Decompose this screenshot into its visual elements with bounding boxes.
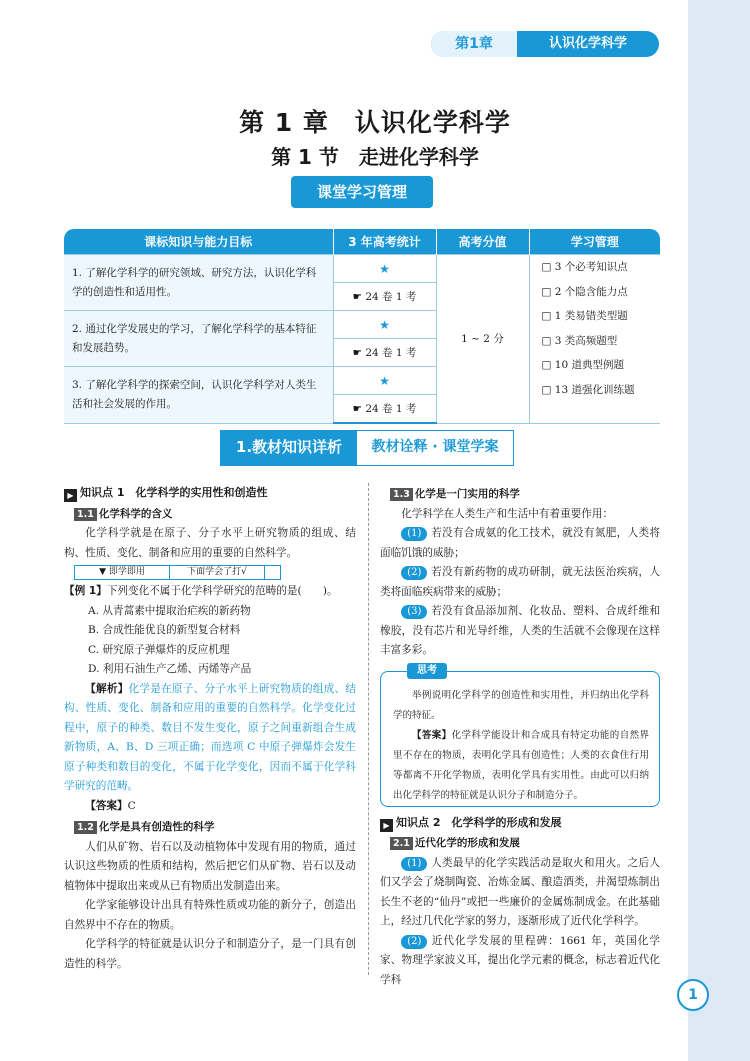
chapter-name-tab: 认识化学科学 [548, 36, 627, 51]
think-box [380, 664, 660, 807]
item-number-pill: (3) [401, 605, 427, 619]
numbered-paragraph [380, 563, 660, 602]
option-a: A. 从青蒿素中提取治疟疾的新药物 [88, 604, 251, 617]
goals-table [64, 229, 660, 424]
col-header-score: 高考分值 [436, 229, 529, 255]
goal-cell: 3. 了解化学科学的探索空间，认识化学科学对人类生活和社会发展的作用。 [64, 367, 333, 424]
item-text: 若没有合成氨的化工技术，就没有氮肥，人类将面临饥饿的威胁； [380, 527, 661, 559]
answer-text: C [127, 799, 136, 812]
example-text: 下列变化不属于化学科学研究的范畴的是( )。 [106, 585, 338, 597]
left-column [64, 483, 356, 974]
stat-star [333, 367, 436, 395]
item-number-pill: (1) [401, 527, 427, 541]
numbered-paragraph [380, 602, 660, 661]
goals-table-header [64, 229, 660, 255]
item-number-pill: (1) [401, 857, 427, 871]
subsection-number: 2.1 [390, 837, 413, 850]
paragraph: 人们从矿物、岩石以及动植物体中发现有用的物质，通过认识这些物质的性质和结构，然后把它们从矿物、岩石以及动植物体中提取出来或从已有物质出发制造出来。 [64, 840, 356, 892]
page-number: 1 [677, 979, 709, 1011]
management-item: □ 2 个隐含能力点 [541, 285, 628, 298]
management-item: □ 13 道强化训练题 [541, 383, 635, 396]
analysis-block [64, 680, 356, 797]
practice-checkbox-label: 下面学会了打√ [170, 565, 265, 580]
star-icon: ★ [379, 261, 390, 276]
practice-checkbox[interactable] [265, 565, 281, 580]
subsection-2-1-heading [380, 834, 660, 854]
subsection-title: 化学是一门实用的科学 [414, 488, 520, 500]
knowledge-point-2-title: 知识点 2 化学科学的形成和发展 [396, 815, 562, 829]
subsection-title: 近代化学的形成和发展 [414, 837, 520, 849]
think-answer [393, 726, 649, 806]
stat-star [333, 255, 436, 283]
right-column [380, 483, 660, 990]
management-cell [529, 255, 660, 424]
col-header-stats: 3 年高考统计 [333, 229, 436, 255]
paragraph: 化学科学就是在原子、分子水平上研究物质的组成、结构、性质、变化、制备和应用的重要的自然科学。 [64, 527, 356, 559]
subsection-1-3-heading [380, 485, 660, 505]
star-icon: ★ [379, 317, 390, 332]
analysis-label: 【解析】 [85, 682, 129, 695]
chapter-title: 第 1 章 认识化学科学 [239, 108, 511, 137]
banner-label: 1.教材知识详析 [221, 431, 357, 465]
paragraph: 化学家能够设计出具有特殊性质或功能的新分子，创造出自然界中不存在的物质。 [64, 899, 356, 931]
subsection-title: 化学科学的含义 [98, 507, 173, 520]
stat-star [333, 311, 436, 339]
option-b: B. 合成性能优良的新型复合材料 [88, 624, 241, 636]
column-divider [368, 483, 369, 975]
knowledge-point-1-heading [64, 483, 356, 503]
answer-label: 【答案】 [412, 729, 452, 741]
chapter-header [431, 31, 659, 57]
paragraph: 化学科学的特征就是认识分子和制造分子，是一门具有创造性的科学。 [64, 938, 356, 970]
item-number-pill: (2) [401, 935, 427, 949]
subsection-title: 化学是具有创造性的科学 [98, 821, 215, 833]
answer-line [64, 797, 356, 817]
management-item: □ 1 类易错类型题 [541, 310, 628, 323]
table-row [64, 255, 660, 283]
think-question: 举例说明化学科学的创造性和实用性，并归纳出化学科学的特征。 [393, 689, 649, 721]
play-triangle-icon: ▶ [380, 819, 393, 832]
option-d: D. 利用石油生产乙烯、丙烯等产品 [88, 663, 252, 675]
stat-exam-count: ☛ 24 卷 1 考 [333, 283, 436, 311]
stat-exam-count: ☛ 24 卷 1 考 [333, 339, 436, 367]
management-item: □ 3 类高频题型 [541, 334, 618, 347]
option-c: C. 研究原子弹爆炸的反应机理 [88, 643, 230, 656]
management-item: □ 10 道典型例题 [541, 359, 624, 372]
subsection-number: 1.2 [74, 821, 97, 834]
practice-bar [74, 565, 356, 580]
management-item: □ 3 个必考知识点 [541, 261, 628, 273]
goal-cell: 1. 了解化学科学的研究领域、研究方法，认识化学科学的创造性和适用性。 [64, 255, 333, 311]
subsection-1-2-heading [64, 818, 356, 838]
item-number-pill: (2) [401, 566, 427, 580]
practice-label: ▼ 即学即用 [74, 565, 170, 580]
play-triangle-icon: ▶ [64, 489, 77, 502]
chapter-tab: 第1章 [431, 31, 517, 57]
section-banner [220, 430, 514, 466]
paragraph: 化学科学在人类生产和生活中有着重要作用： [401, 507, 614, 520]
star-icon: ★ [379, 373, 390, 388]
subsection-1-1-heading [64, 505, 356, 525]
knowledge-point-2-heading [380, 813, 660, 833]
knowledge-point-1-title: 知识点 1 化学科学的实用性和创造性 [80, 486, 268, 499]
col-header-goals: 课标知识与能力目标 [64, 229, 333, 255]
numbered-paragraph [380, 524, 660, 563]
subsection-number: 1.3 [390, 488, 413, 501]
section-title: 第 1 节 走进化学科学 [271, 145, 479, 169]
answer-label: 【答案】 [85, 799, 128, 812]
score-cell: 1 ~ 2 分 [436, 255, 529, 424]
numbered-paragraph [380, 932, 660, 991]
stat-exam-count: ☛ 24 卷 1 考 [333, 395, 436, 424]
answer-text: 化学科学能设计和合成具有特定功能的自然界里不存在的物质，表明化学具有创造性；人类的衣食住行用等都离不开化学物质，表明化学具有实用性。由此可以归纳出化学科学的特征就是认识分子和制造分子。 [393, 729, 649, 801]
numbered-paragraph [380, 854, 660, 932]
item-text: 若没有新药物的成功研制，就无法医治疾病，人类将面临疾病带来的威胁； [380, 566, 661, 598]
example-label: 【例 1】 [64, 585, 107, 597]
example-1-question [64, 582, 356, 602]
think-tag: 思考 [407, 663, 447, 679]
item-text: 若没有食品添加剂、化妆品、塑料、合成纤维和橡胶，没有芯片和光导纤维，人类的生活就不会像现在这样丰富多彩。 [380, 605, 661, 656]
item-text: 人类最早的化学实践活动是取火和用火。之后人们又学会了烧制陶瓷、冶炼金属、酿造酒类，并渴望炼制出长生不老的“仙丹”或把一些廉价的金属炼制成金。在此基础上，经过几代化学家的努力，逐渐形成了近代化学科学。 [380, 856, 661, 927]
goal-cell: 2. 通过化学发展史的学习，了解化学科学的基本特征和发展趋势。 [64, 311, 333, 367]
learning-management-badge: 课堂学习管理 [291, 176, 433, 208]
col-header-management: 学习管理 [529, 229, 660, 255]
subsection-number: 1.1 [74, 508, 97, 521]
banner-subtitle: 教材诠释 · 课堂学案 [371, 439, 499, 455]
item-text: 近代化学发展的里程碑：1661 年，英国化学家、物理学家波义耳，提出化学元素的概念，标志着近代化学科 [380, 934, 660, 986]
analysis-text: 化学是在原子、分子水平上研究物质的组成、结构、性质、变化、制备和应用的重要的自然科学。化学变化过程中，原子的种类、数目不发生变化，原子之间重新组合生成新物质，A、B、D 三项正确；而选项 C 中原子弹爆炸会发生原子种类和数目的变化，不属于化学变化，因而不属于化学科学研究的范畴。 [64, 682, 357, 792]
